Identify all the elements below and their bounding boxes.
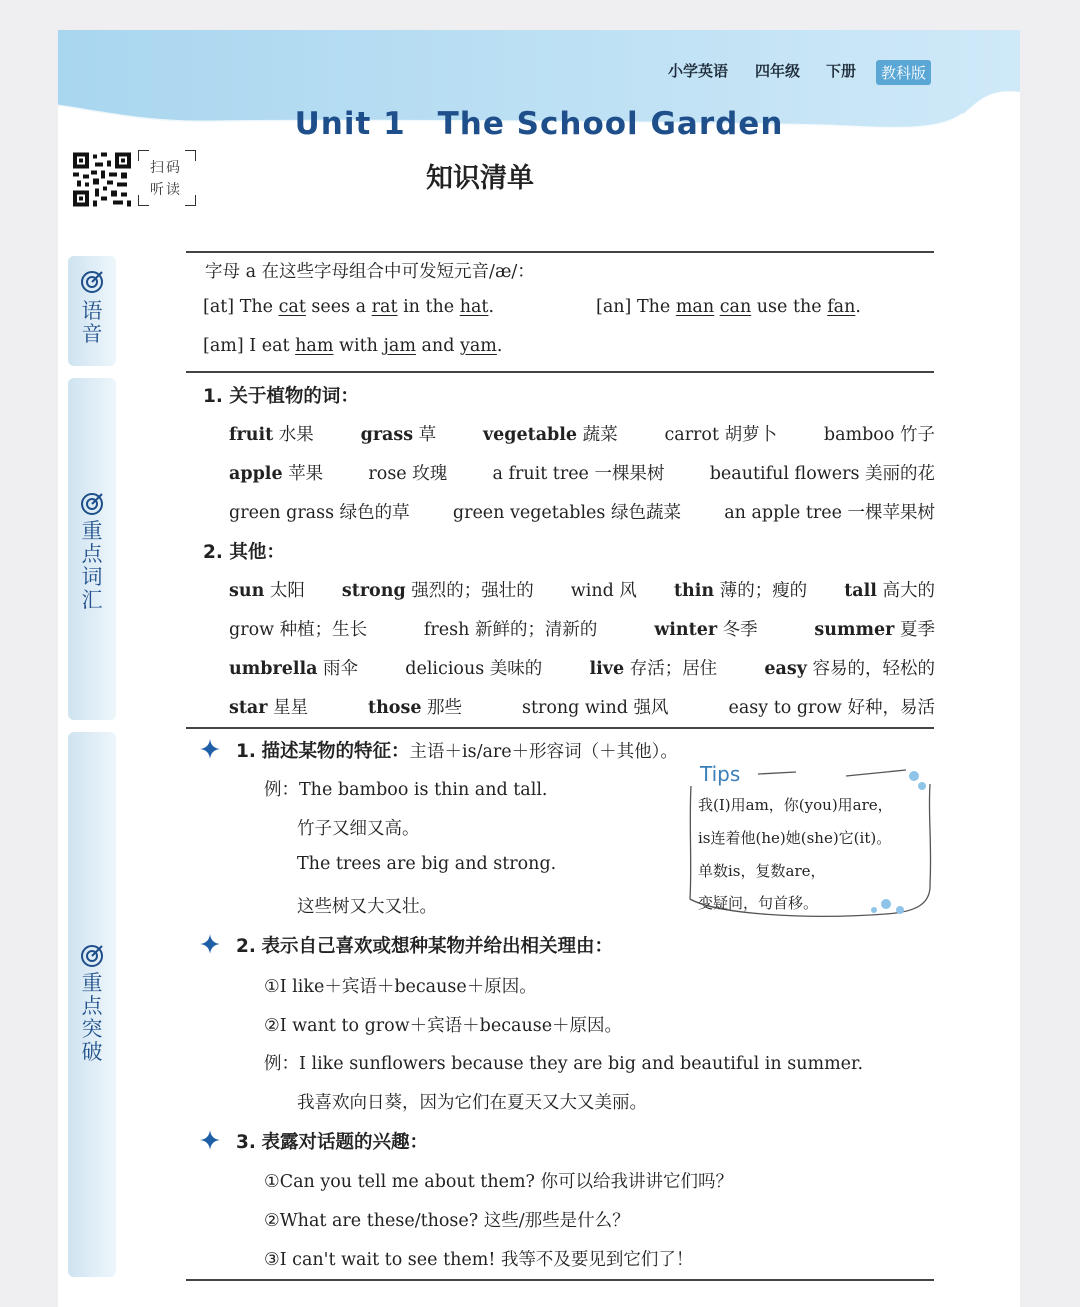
- point-1-example: 例：The bamboo is thin and tall.: [264, 780, 548, 800]
- divider: [186, 251, 934, 253]
- divider: [186, 727, 934, 729]
- vocab-entry: [522, 694, 669, 719]
- tips-line: 我(I)用am，你(you)用are，: [698, 796, 893, 814]
- sidebar-section-vocab: [68, 378, 116, 720]
- vocab-meaning: 薄的；瘦的: [714, 581, 808, 601]
- point-2-example-translation: 我喜欢向日葵，因为它们在夏天又大又美丽。: [297, 1093, 647, 1113]
- vocab-meaning: 绿色蔬菜: [605, 503, 681, 523]
- qr-code-icon[interactable]: [73, 152, 131, 207]
- vocab-word: green vegetables: [452, 503, 606, 523]
- vocab-entry: [674, 577, 807, 602]
- vocab-entry: [368, 694, 462, 719]
- vocab-word: fresh: [423, 620, 470, 640]
- vocab-meaning: 苹果: [282, 464, 324, 484]
- sidebar-section-key-points: [68, 732, 116, 1277]
- phonics-line-an: [an] The man can use the fan.: [596, 297, 861, 317]
- edition-badge: 教科版: [876, 60, 931, 85]
- point-2-example: 例：I like sunflowers because they are big and beautiful in summer.: [264, 1054, 864, 1074]
- vocab-heading-others: 2. 其他：: [203, 542, 285, 563]
- vocab-word: thin: [673, 581, 715, 601]
- point-3-phrase-2: ②What are these/those? 这些/那些是什么？: [264, 1211, 630, 1231]
- vocab-meaning: 太阳: [264, 581, 305, 601]
- vocab-entry: [405, 655, 542, 680]
- vocab-meaning: 好种，易活: [841, 698, 935, 718]
- section-subtitle: 知识清单: [426, 163, 534, 194]
- vocab-word: easy: [764, 659, 807, 679]
- vocab-word: grass: [360, 425, 414, 445]
- vocab-word: rose: [368, 464, 407, 484]
- vocab-entry: [229, 421, 314, 446]
- unit-title: Unit 1 The School Garden: [294, 106, 784, 142]
- vocab-row: [229, 655, 935, 680]
- vocab-entry: [654, 616, 757, 641]
- vocab-entry: [229, 694, 308, 719]
- vocab-meaning: 胡萝卜: [719, 425, 778, 445]
- grade-label: 四年级: [755, 62, 801, 80]
- vocab-meaning: 玫瑰: [406, 464, 448, 484]
- vocab-entry: [368, 460, 447, 485]
- vocab-word: those: [368, 698, 422, 718]
- point-1-example-translation: 竹子又细又高。: [297, 819, 420, 839]
- vocab-word: umbrella: [229, 659, 318, 679]
- vocab-entry: [342, 577, 534, 602]
- point-1-example-2: The trees are big and strong.: [297, 854, 557, 874]
- vocab-meaning: 绿色的草: [334, 503, 410, 523]
- point-3-phrase-1: ①Can you tell me about them? 你可以给我讲讲它们吗？: [264, 1172, 733, 1192]
- vocab-entry: [814, 616, 935, 641]
- vocab-word: bamboo: [823, 425, 895, 445]
- vocab-word: a fruit tree: [492, 464, 589, 484]
- listen-text: 听读: [150, 182, 182, 198]
- vocab-word: fruit: [229, 425, 274, 445]
- vocab-word: strong: [341, 581, 406, 601]
- tips-line: is连着他(he)她(she)它(it)。: [698, 829, 892, 847]
- tips-line: 单数is，复数are，: [698, 862, 826, 880]
- vocab-meaning: 竹子: [894, 425, 935, 445]
- vocab-word: grow: [229, 620, 275, 640]
- divider: [186, 1279, 934, 1281]
- key-points-label: 重点突破: [81, 971, 103, 1064]
- vocab-word: easy to grow: [728, 698, 842, 718]
- vocab-word: live: [589, 659, 625, 679]
- vocab-label: 重点词汇: [81, 519, 103, 612]
- vocab-meaning: 雨伞: [317, 659, 359, 679]
- point-1-heading: 1. 描述某物的特征：主语＋is/are＋形容词（＋其他）。: [236, 741, 678, 762]
- vocab-word: an apple tree: [724, 503, 842, 523]
- vocab-word: carrot: [664, 425, 719, 445]
- vocab-meaning: 新鲜的；清新的: [469, 620, 598, 640]
- vocab-word: green grass: [229, 503, 335, 523]
- vocab-word: sun: [229, 581, 265, 601]
- vocab-entry: [590, 655, 718, 680]
- point-3-heading: 3. 表露对话题的兴趣：: [236, 1132, 428, 1153]
- point-3-phrase-3: ③I can't wait to see them! 我等不及要见到它们了！: [264, 1250, 694, 1270]
- vocab-entry: [664, 421, 777, 446]
- vocab-meaning: 那些: [421, 698, 463, 718]
- tips-title: Tips: [700, 762, 741, 786]
- vocab-entry: [424, 616, 598, 641]
- vocab-row: [229, 499, 935, 524]
- vocab-meaning: 一棵苹果树: [841, 503, 935, 523]
- vocab-entry: [361, 421, 437, 446]
- diamond-star-icon: [200, 934, 220, 954]
- vocab-meaning: 容易的，轻松的: [806, 659, 935, 679]
- vocab-entry: [483, 421, 618, 446]
- vocab-entry: [724, 499, 935, 524]
- vocab-word: star: [229, 698, 268, 718]
- diamond-star-icon: [200, 739, 220, 759]
- vocab-entry: [764, 655, 935, 680]
- vocab-meaning: 种植；生长: [274, 620, 368, 640]
- vocab-meaning: 高大的: [876, 581, 935, 601]
- vocab-entry: [229, 616, 367, 641]
- phonics-label: 语音: [81, 299, 103, 346]
- vocab-heading-plants: 1. 关于植物的词：: [203, 386, 359, 407]
- vocab-word: strong wind: [521, 698, 628, 718]
- vocab-entry: [493, 460, 665, 485]
- point-1-example-2-translation: 这些树又大又壮。: [297, 897, 437, 917]
- vocab-word: delicious: [405, 659, 485, 679]
- target-icon: [80, 492, 104, 516]
- vocab-meaning: 美丽的花: [859, 464, 935, 484]
- vocab-meaning: 强烈的；强壮的: [405, 581, 534, 601]
- vocab-word: vegetable: [482, 425, 578, 445]
- vocab-meaning: 风: [613, 581, 637, 601]
- vocab-word: tall: [844, 581, 877, 601]
- target-icon: [80, 944, 104, 968]
- vocab-meaning: 存活；居住: [624, 659, 718, 679]
- vocab-entry: [710, 460, 935, 485]
- point-2-pattern-2: ②I want to grow＋宾语＋because＋原因。: [264, 1016, 623, 1036]
- vocab-meaning: 星星: [267, 698, 309, 718]
- sidebar-section-phonics: [68, 256, 116, 366]
- tips-line: 变疑问，句首移。: [698, 894, 819, 912]
- vocab-row: [229, 694, 935, 719]
- vocab-entry: [571, 577, 637, 602]
- vocab-row: [229, 577, 935, 602]
- vocab-entry: [229, 577, 305, 602]
- vocab-word: apple: [229, 464, 283, 484]
- vocab-meaning: 冬季: [717, 620, 758, 640]
- vocab-word: summer: [814, 620, 895, 640]
- vocab-entry: [453, 499, 681, 524]
- phonics-line-am: [am] I eat ham with jam and yam.: [203, 336, 503, 356]
- vocab-meaning: 美味的: [484, 659, 543, 679]
- vocab-entry: [229, 655, 358, 680]
- vocab-entry: [229, 460, 323, 485]
- vocab-entry: [728, 694, 935, 719]
- vocab-word: winter: [654, 620, 718, 640]
- subject-label: 小学英语: [668, 62, 729, 80]
- tips-box: [686, 764, 934, 916]
- point-2-heading: 2. 表示自己喜欢或想种某物并给出相关理由：: [236, 936, 613, 957]
- vocab-meaning: 水果: [273, 425, 314, 445]
- vocab-meaning: 蔬菜: [577, 425, 618, 445]
- scan-to-listen-label[interactable]: [138, 150, 196, 206]
- vocab-entry: [844, 577, 935, 602]
- target-icon: [80, 270, 104, 294]
- scan-text: 扫码: [150, 160, 182, 176]
- vocab-row: [229, 616, 935, 641]
- vocab-entry: [229, 499, 410, 524]
- vocab-row: [229, 421, 935, 446]
- vocab-meaning: 一棵果树: [588, 464, 665, 484]
- diamond-star-icon: [200, 1130, 220, 1150]
- vocab-meaning: 草: [413, 425, 437, 445]
- vocab-row: [229, 460, 935, 485]
- vocab-meaning: 夏季: [894, 620, 935, 640]
- phonics-intro: 字母 a 在这些字母组合中可发短元音/æ/：: [205, 262, 535, 282]
- vocab-entry: [824, 421, 935, 446]
- vocab-word: beautiful flowers: [709, 464, 860, 484]
- vocab-word: wind: [570, 581, 614, 601]
- point-2-pattern-1: ①I like＋宾语＋because＋原因。: [264, 977, 537, 997]
- phonics-line-at: [at] The cat sees a rat in the hat.: [203, 297, 495, 317]
- vocab-meaning: 强风: [627, 698, 669, 718]
- divider: [186, 371, 934, 373]
- volume-label: 下册: [826, 62, 857, 80]
